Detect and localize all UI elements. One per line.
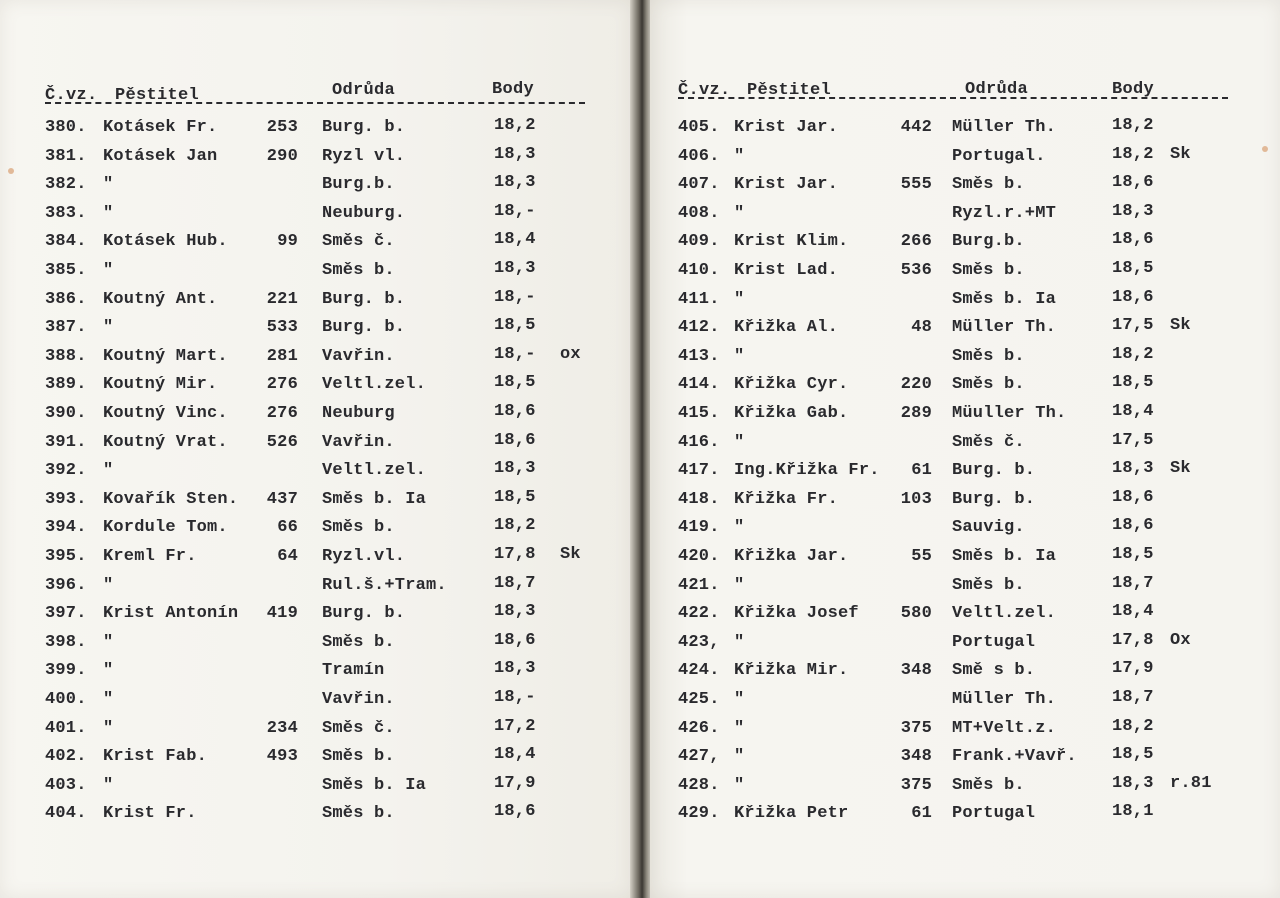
row-grower-name: Kovařík Sten.: [103, 489, 239, 509]
header-col-grower: Pěstitel: [747, 81, 832, 100]
row-grower-name: Křižka Josef: [734, 604, 859, 624]
row-variety: Vavřin.: [322, 690, 395, 709]
row-grower-code: 533: [266, 318, 298, 338]
row-variety: Portugal.: [952, 146, 1046, 166]
row-entry-number: 422.: [678, 604, 720, 624]
row-variety: Ryzl vl.: [322, 146, 406, 166]
row-variety: Sauvig.: [952, 518, 1025, 538]
row-entry-number: 425.: [678, 690, 720, 709]
row-entry-number: 391.: [45, 432, 87, 452]
row-points: 18,6: [494, 430, 536, 450]
row-grower-code: 266: [900, 232, 932, 252]
row-entry-number: 426.: [678, 718, 720, 738]
row-entry-number: 411.: [678, 289, 720, 309]
row-variety: Burg. b.: [322, 604, 406, 624]
row-grower-name: Krist Jar.: [734, 118, 839, 137]
row-variety: Směs b.: [952, 261, 1025, 280]
row-grower-name: Koutný Vrat.: [103, 432, 228, 452]
row-grower-name: Kordule Tom.: [103, 518, 228, 538]
row-grower-code: 442: [900, 118, 932, 137]
row-grower-name: Koutný Mart.: [103, 346, 228, 366]
row-grower-name: ": [103, 632, 114, 652]
row-variety: Neuburg: [322, 404, 395, 423]
row-points: 18,6: [1112, 487, 1154, 507]
row-grower-name: Krist Lad.: [734, 261, 839, 280]
row-grower-name: Křižka Al.: [734, 318, 839, 338]
row-points: 18,3: [494, 459, 536, 479]
row-variety: Burg.b.: [322, 175, 395, 195]
row-grower-name: Křižka Gab.: [734, 404, 849, 423]
row-variety: Veltl.zel.: [952, 604, 1057, 624]
row-grower-code: 253: [266, 118, 298, 137]
row-points: 18,6: [494, 630, 536, 650]
row-points: 18,3: [1112, 201, 1154, 221]
row-points: 18,3: [1112, 773, 1154, 793]
row-entry-number: 409.: [678, 232, 720, 252]
row-entry-number: 424.: [678, 661, 720, 681]
paper-stain: [1262, 146, 1268, 152]
row-entry-number: 381.: [45, 146, 87, 166]
row-entry-number: 404.: [45, 804, 87, 824]
row-grower-name: ": [734, 146, 745, 166]
row-grower-name: Koutný Ant.: [103, 289, 218, 309]
row-grower-name: Krist Fr.: [103, 804, 197, 824]
row-grower-code: 234: [266, 718, 298, 738]
book-gutter: [630, 0, 652, 898]
row-points: 18,6: [494, 802, 536, 822]
row-entry-number: 393.: [45, 489, 87, 509]
row-grower-code: 493: [266, 747, 298, 767]
row-entry-number: 400.: [45, 690, 87, 709]
row-grower-name: ": [734, 346, 745, 366]
row-points: 18,-: [494, 688, 536, 707]
row-variety: Ryzl.vl.: [322, 547, 406, 566]
row-points: 18,7: [1112, 573, 1154, 593]
row-points: 18,5: [494, 316, 536, 336]
row-points: 18,2: [1112, 144, 1154, 164]
row-grower-code: 375: [900, 775, 932, 795]
row-grower-name: ": [734, 575, 745, 595]
row-variety: Burg. b.: [952, 461, 1036, 481]
row-grower-name: ": [103, 318, 114, 338]
row-variety: Směs b.: [952, 775, 1025, 795]
row-entry-number: 427,: [678, 747, 720, 767]
row-points: 18,2: [494, 516, 536, 536]
row-note: Sk: [1170, 144, 1191, 164]
row-grower-name: Křižka Jar.: [734, 547, 849, 566]
row-entry-number: 392.: [45, 461, 87, 481]
row-points: 17,8: [494, 545, 536, 564]
row-entry-number: 417.: [678, 461, 720, 481]
row-grower-code: 555: [900, 175, 932, 195]
row-grower-code: 276: [266, 375, 298, 395]
row-entry-number: 418.: [678, 489, 720, 509]
row-variety: Frank.+Vavř.: [952, 747, 1077, 767]
row-grower-name: ": [734, 518, 745, 538]
row-variety: Směs č.: [322, 232, 395, 252]
row-entry-number: 385.: [45, 261, 87, 280]
row-grower-name: Krist Jar.: [734, 175, 839, 195]
row-grower-name: ": [103, 261, 114, 280]
row-points: 18,5: [1112, 545, 1154, 564]
row-entry-number: 413.: [678, 346, 720, 366]
row-grower-name: Kreml Fr.: [103, 547, 197, 566]
row-variety: Směs b. Ia: [952, 289, 1057, 309]
row-grower-code: 61: [911, 461, 932, 481]
row-grower-code: 419: [266, 604, 298, 624]
row-points: 18,4: [494, 230, 536, 250]
row-note: r.81: [1170, 773, 1212, 793]
row-points: 18,5: [494, 487, 536, 507]
header-rule: [678, 97, 1228, 99]
row-points: 18,4: [1112, 402, 1154, 421]
row-grower-name: Kotásek Fr.: [103, 118, 218, 137]
row-entry-number: 386.: [45, 289, 87, 309]
row-variety: Burg. b.: [322, 118, 406, 137]
row-entry-number: 421.: [678, 575, 720, 595]
row-entry-number: 398.: [45, 632, 87, 652]
row-variety: Směs č.: [952, 432, 1025, 452]
row-entry-number: 412.: [678, 318, 720, 338]
row-points: 18,3: [494, 659, 536, 679]
row-points: 18,6: [494, 402, 536, 421]
row-grower-name: ": [103, 203, 114, 223]
row-entry-number: 383.: [45, 203, 87, 223]
row-points: 18,5: [1112, 259, 1154, 278]
row-grower-name: ": [103, 690, 114, 709]
row-points: 18,2: [1112, 716, 1154, 736]
row-points: 17,2: [494, 716, 536, 736]
row-variety: Směs č.: [322, 718, 395, 738]
row-entry-number: 406.: [678, 146, 720, 166]
row-variety: Smě s b.: [952, 661, 1036, 681]
row-entry-number: 403.: [45, 775, 87, 795]
row-grower-name: Křižka Cyr.: [734, 375, 849, 395]
row-points: 18,6: [1112, 230, 1154, 250]
row-grower-code: 48: [911, 318, 932, 338]
row-note: Ox: [1170, 630, 1191, 650]
row-points: 18,4: [494, 745, 536, 765]
row-points: 18,5: [1112, 373, 1154, 393]
row-variety: Směs b.: [322, 747, 395, 767]
header-col-variety: Odrůda: [332, 81, 396, 100]
row-grower-name: Kotásek Hub.: [103, 232, 228, 252]
row-grower-name: ": [103, 775, 114, 795]
row-points: 17,5: [1112, 316, 1154, 336]
row-grower-name: Krist Fab.: [103, 747, 208, 767]
row-grower-code: 220: [900, 375, 932, 395]
row-entry-number: 394.: [45, 518, 87, 538]
row-grower-code: 276: [266, 404, 298, 423]
row-grower-name: ": [103, 175, 114, 195]
row-entry-number: 405.: [678, 118, 720, 137]
row-grower-name: ": [103, 661, 114, 681]
row-grower-name: ": [734, 690, 745, 709]
row-entry-number: 395.: [45, 547, 87, 566]
row-grower-code: 289: [900, 404, 932, 423]
row-grower-code: 221: [266, 289, 298, 309]
row-note: Sk: [560, 545, 581, 564]
row-entry-number: 399.: [45, 661, 87, 681]
right-page: [650, 0, 1280, 898]
row-points: 18,6: [1112, 287, 1154, 307]
row-variety: Müller Th.: [952, 118, 1057, 137]
row-variety: Směs b.: [952, 575, 1025, 595]
header-col-grower: Pěstitel: [115, 86, 200, 105]
row-grower-name: ": [103, 461, 114, 481]
row-variety: Směs b.: [322, 804, 395, 824]
row-variety: Směs b.: [952, 375, 1025, 395]
row-points: 18,3: [494, 602, 536, 622]
row-points: 18,3: [494, 144, 536, 164]
row-grower-code: 526: [266, 432, 298, 452]
row-entry-number: 407.: [678, 175, 720, 195]
row-grower-name: ": [103, 575, 114, 595]
row-entry-number: 380.: [45, 118, 87, 137]
row-grower-code: 348: [900, 747, 932, 767]
row-variety: Směs b. Ia: [952, 547, 1057, 566]
row-grower-code: 536: [900, 261, 932, 280]
row-grower-name: ": [103, 718, 114, 738]
row-points: 18,7: [1112, 688, 1154, 707]
row-note: ox: [560, 344, 581, 364]
row-grower-code: 55: [911, 547, 932, 566]
row-variety: Směs b.: [952, 346, 1025, 366]
row-entry-number: 429.: [678, 804, 720, 824]
header-col-variety: Odrůda: [965, 80, 1029, 99]
row-points: 18,1: [1112, 802, 1154, 822]
row-variety: Směs b.: [322, 632, 395, 652]
row-variety: Burg. b.: [322, 289, 406, 309]
row-entry-number: 428.: [678, 775, 720, 795]
row-variety: Veltl.zel.: [322, 461, 427, 481]
row-grower-code: 348: [900, 661, 932, 681]
row-entry-number: 382.: [45, 175, 87, 195]
row-points: 18,6: [1112, 516, 1154, 536]
row-variety: Směs b.: [952, 175, 1025, 195]
row-entry-number: 423,: [678, 632, 720, 652]
row-points: 18,-: [494, 201, 536, 221]
row-variety: Portugal: [952, 804, 1036, 824]
row-note: Sk: [1170, 459, 1191, 479]
row-entry-number: 419.: [678, 518, 720, 538]
paper-stain: [8, 168, 14, 174]
left-page: [0, 0, 632, 898]
row-grower-name: ": [734, 432, 745, 452]
row-points: 18,6: [1112, 173, 1154, 193]
header-col-points: Body: [1112, 80, 1155, 99]
row-variety: MT+Velt.z.: [952, 718, 1057, 738]
row-entry-number: 410.: [678, 261, 720, 280]
row-variety: Müller Th.: [952, 690, 1057, 709]
row-variety: Müuller Th.: [952, 404, 1067, 423]
row-points: 17,9: [1112, 659, 1154, 679]
row-grower-name: Koutný Mir.: [103, 375, 218, 395]
row-grower-name: Krist Antonín: [103, 604, 239, 624]
row-grower-name: Krist Klim.: [734, 232, 849, 252]
row-points: 18,5: [494, 373, 536, 393]
row-grower-name: Křižka Mir.: [734, 661, 849, 681]
row-variety: Směs b. Ia: [322, 775, 427, 795]
row-variety: Burg. b.: [322, 318, 406, 338]
row-variety: Rul.š.+Tram.: [322, 575, 447, 595]
row-entry-number: 397.: [45, 604, 87, 624]
row-grower-code: 281: [266, 346, 298, 366]
row-points: 18,2: [494, 116, 536, 135]
row-entry-number: 415.: [678, 404, 720, 423]
row-entry-number: 389.: [45, 375, 87, 395]
row-entry-number: 388.: [45, 346, 87, 366]
row-variety: Veltl.zel.: [322, 375, 427, 395]
row-grower-code: 375: [900, 718, 932, 738]
row-variety: Ryzl.r.+MT: [952, 203, 1057, 223]
row-entry-number: 384.: [45, 232, 87, 252]
row-entry-number: 401.: [45, 718, 87, 738]
row-points: 17,5: [1112, 430, 1154, 450]
row-variety: Směs b.: [322, 518, 395, 538]
row-points: 17,8: [1112, 630, 1154, 650]
row-grower-code: 99: [277, 232, 298, 252]
row-points: 18,-: [494, 344, 536, 364]
header-col-points: Body: [492, 80, 535, 99]
row-entry-number: 414.: [678, 375, 720, 395]
row-grower-name: Křižka Fr.: [734, 489, 839, 509]
row-entry-number: 420.: [678, 547, 720, 566]
row-grower-code: 64: [277, 547, 298, 566]
row-grower-code: 103: [900, 489, 932, 509]
row-points: 18,-: [494, 287, 536, 307]
row-grower-name: ": [734, 289, 745, 309]
row-grower-name: Kotásek Jan: [103, 146, 218, 166]
header-col-no: Č.vz.: [45, 86, 98, 105]
row-variety: Burg. b.: [952, 489, 1036, 509]
header-rule: [45, 102, 585, 104]
row-grower-code: 437: [266, 489, 298, 509]
row-points: 18,3: [1112, 459, 1154, 479]
row-grower-code: 66: [277, 518, 298, 538]
row-points: 18,7: [494, 573, 536, 593]
row-note: Sk: [1170, 316, 1191, 336]
row-entry-number: 408.: [678, 203, 720, 223]
row-grower-code: 290: [266, 146, 298, 166]
row-variety: Směs b.: [322, 261, 395, 280]
row-variety: Tramín: [322, 661, 385, 681]
row-variety: Vavřin.: [322, 432, 395, 452]
row-points: 18,5: [1112, 745, 1154, 765]
row-points: 18,2: [1112, 344, 1154, 364]
row-entry-number: 390.: [45, 404, 87, 423]
header-col-no: Č.vz.: [678, 81, 731, 100]
row-entry-number: 387.: [45, 318, 87, 338]
row-variety: Portugal: [952, 632, 1036, 652]
row-variety: Směs b. Ia: [322, 489, 427, 509]
row-entry-number: 402.: [45, 747, 87, 767]
row-grower-name: Koutný Vinc.: [103, 404, 228, 423]
row-variety: Burg.b.: [952, 232, 1025, 252]
row-entry-number: 416.: [678, 432, 720, 452]
row-points: 18,4: [1112, 602, 1154, 622]
row-entry-number: 396.: [45, 575, 87, 595]
row-points: 17,9: [494, 773, 536, 793]
row-grower-name: ": [734, 203, 745, 223]
row-points: 18,2: [1112, 116, 1154, 135]
row-variety: Neuburg.: [322, 203, 406, 223]
row-points: 18,3: [494, 173, 536, 193]
row-points: 18,3: [494, 259, 536, 278]
row-variety: Müller Th.: [952, 318, 1057, 338]
row-grower-code: 61: [911, 804, 932, 824]
row-grower-code: 580: [900, 604, 932, 624]
row-variety: Vavřin.: [322, 346, 395, 366]
row-grower-name: Křižka Petr: [734, 804, 849, 824]
row-grower-name: ": [734, 632, 745, 652]
row-grower-name: ": [734, 747, 745, 767]
row-grower-name: ": [734, 775, 745, 795]
row-grower-name: ": [734, 718, 745, 738]
row-grower-name: Ing.Křižka Fr.: [734, 461, 880, 481]
